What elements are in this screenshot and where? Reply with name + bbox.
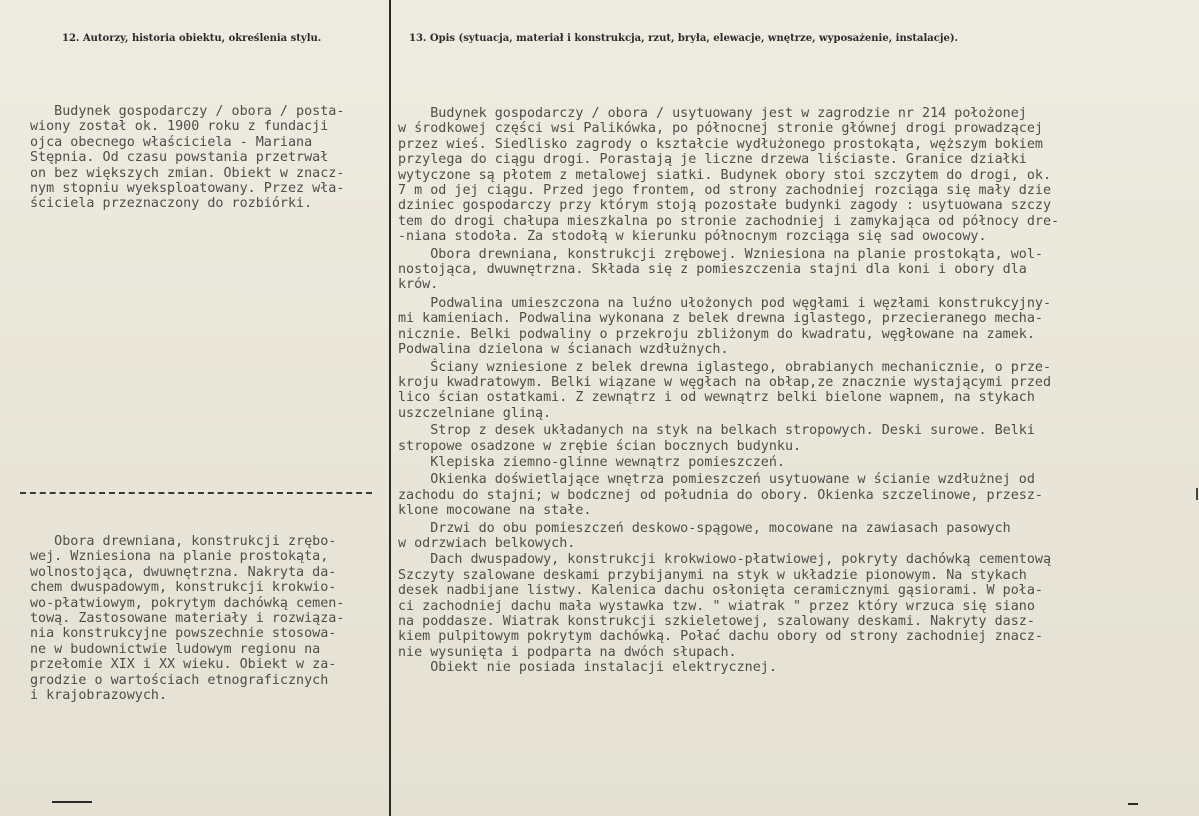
text-line: grodzie o wartościach etnograficznych <box>30 672 329 688</box>
text-line: Strop z desek układanych na styk na belkach stropowych. Deski surowe. Belki <box>398 423 1035 439</box>
text-line: w środkowej części wsi Palikówka, po północnej stronie głównej drogi prowadzącej <box>398 121 1043 137</box>
text-line: Ściany wzniesione z belek drewna iglastego, obrabianych mechanicznie, o prze- <box>398 359 1052 375</box>
history-text <box>30 104 385 212</box>
text-line: wo-płatwiowym, pokrytym dachówką cemen- <box>30 595 345 611</box>
text-line: Obiekt nie posiada instalacji elektrycznej. <box>398 660 777 676</box>
text-line: nie wysunięta i podparta na dwóch słupach. <box>398 644 737 660</box>
text-line: Podwalina umieszczona na luźno ułożonych pod węgłami i węzłami konstrukcyjny- <box>398 295 1052 311</box>
text-line: Drzwi do obu pomieszczeń deskowo-spągowe, mocowane na zawiasach pasowych <box>398 520 1011 536</box>
text-line: Dach dwuspadowy, konstrukcji krokwiowo-płatwiowej, pokryty dachówką cementową <box>398 552 1052 568</box>
text-line: tem do drogi chałupa mieszkalna po stronie zachodniej i zamykająca od północy dre- <box>398 213 1060 229</box>
style-text <box>30 534 385 703</box>
text-line: Budynek gospodarczy / obora / posta- <box>30 104 345 119</box>
text-line: chem dwuspadowym, konstrukcji krokwio- <box>30 580 337 596</box>
left-column-header: 12. Autorzy, historia obiektu, określenia stylu. <box>62 33 322 44</box>
text-line: 7 m od jej ciągu. Przed jego frontem, od strony zachodniej rozciąga się mały dzie <box>398 183 1052 199</box>
text-line: lico ścian ostatkami. Z zewnątrz i od wewnątrz belki bielone wapnem, na stykach <box>398 390 1035 406</box>
right-edge-mark <box>1190 488 1198 500</box>
text-line: dziniec gospodarczy przy którym stoją pozostałe budynki zagody : usytuowana szczy <box>398 198 1052 214</box>
text-line: Podwalina dzielona w ścianach wzdłużnych. <box>398 342 729 358</box>
text-line: uszczelniane gliną. <box>398 405 552 421</box>
text-line: ci zachodniej dachu mała wystawka tzw. " wiatrak " przez który wrzuca się siano <box>398 598 1035 614</box>
text-line: Klepiska ziemno-glinne wewnątrz pomieszczeń. <box>398 454 785 470</box>
text-line: w odrzwiach belkowych. <box>398 535 576 551</box>
text-line: kroju kwadratowym. Belki wiązane w węgłach na obłap,ze znacznie wystającymi przed <box>398 374 1052 390</box>
text-line: przełomie XIX i XX wieku. Obiekt w za- <box>30 657 337 673</box>
text-line: przylega do ciągu drogi. Porastają je liczne drzewa liściaste. Granice działki <box>398 152 1027 168</box>
column-divider <box>389 0 391 816</box>
bottom-left-mark <box>52 801 92 803</box>
text-line: ściciela przeznaczony do rozbiórki. <box>30 196 313 212</box>
text-line: ne w budownictwie ludowym regionu na <box>30 641 321 657</box>
description-text <box>398 106 1198 676</box>
text-line: nia konstrukcyjne powszechnie stosowa- <box>30 626 337 642</box>
bottom-right-mark <box>1128 803 1138 805</box>
text-line: wiony został ok. 1900 roku z fundacji <box>30 119 329 135</box>
text-line: mi kamieniach. Podwalina wykonana z belek drewna iglastego, przecieranego mecha- <box>398 311 1043 327</box>
text-line: tową. Zastosowane materiały i rozwiąza- <box>30 611 345 627</box>
text-line: kiem pulpitowym pokrytym dachówką. Połać dachu obory od strony zachodniej znacz- <box>398 629 1043 645</box>
text-line: Stępnia. Od czasu powstania przetrwał <box>30 150 329 166</box>
text-line: desek nadbijane listwy. Kalenica dachu osłonięta ceramicznymi gąsiorami. W poła- <box>398 583 1043 599</box>
text-line: krów. <box>398 277 439 293</box>
text-line: wytyczone są płotem z metalowej siatki. Budynek obory stoi szczytem do drogi, ok. <box>398 167 1052 183</box>
text-line: Obora drewniana, konstrukcji zrębowej. Wzniesiona na planie prostokąta, wol- <box>398 246 1043 262</box>
text-line: Obora drewniana, konstrukcji zrębo- <box>30 534 337 549</box>
text-line: Szczyty szalowane deskami przybijanymi na styk w układzie pionowym. Na stykach <box>398 567 1027 583</box>
text-line: -niana stodoła. Za stodołą w kierunku północnym rozciąga się sad owocowy. <box>398 229 987 245</box>
text-line: Okienka doświetlające wnętrza pomieszczeń usytuowane w ścianie wzdłużnej od <box>398 472 1035 488</box>
text-line: klone mocowane na stałe. <box>398 503 592 519</box>
text-line: Budynek gospodarczy / obora / usytuowany jest w zagrodzie nr 214 położonej <box>398 106 1027 121</box>
text-line: i krajobrazowych. <box>30 688 168 704</box>
text-line: nym stopniu wyeksploatowany. Przez wła- <box>30 181 345 197</box>
right-column-header: 13. Opis (sytuacja, materiał i konstrukcja, rzut, bryła, elewacje, wnętrze, wyposażenie, instalacje). <box>409 33 959 44</box>
text-line: ojca obecnego właściciela - Mariana <box>30 134 313 150</box>
text-line: on bez większych zmian. Obiekt w znacz- <box>30 165 345 181</box>
text-line: wej. Wzniesiona na planie prostokąta, <box>30 549 329 565</box>
text-line: stropowe osadzone w zrębie ścian bocznych budynku. <box>398 438 802 454</box>
text-line: na poddasze. Wiatrak konstrukcji szkieletowej, szalowany deskami. Nakryty dasz- <box>398 614 1035 629</box>
section-separator <box>20 492 372 494</box>
text-line: wolnostojąca, dwuwnętrzna. Nakryta da- <box>30 564 337 580</box>
text-line: nostojąca, dwuwnętrzna. Składa się z pomieszczenia stajni dla koni i obory dla <box>398 262 1027 278</box>
text-line: zachodu do stajni; w bodcznej od południa do obory. Okienka szczelinowe, przesz- <box>398 487 1043 503</box>
text-line: nicznie. Belki podwaliny o przekroju zbliżonym do kwadratu, węgłowane na zamek. <box>398 326 1035 342</box>
text-line: przez wieś. Siedlisko zagrody o kształcie wydłużonego prostokąta, węższym bokiem <box>398 136 1043 152</box>
